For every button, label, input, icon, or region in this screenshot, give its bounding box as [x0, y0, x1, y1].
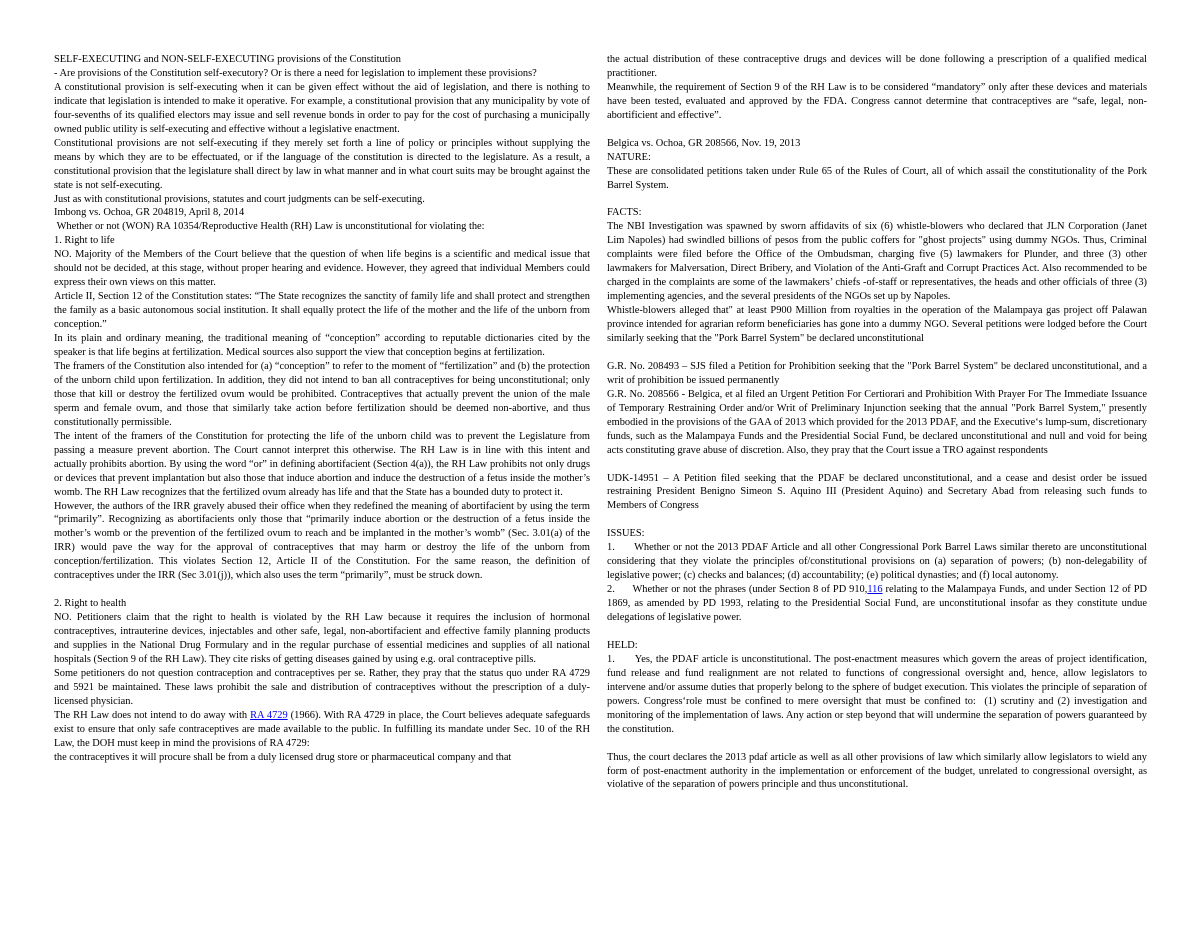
- paragraph: Constitutional provisions are not self-executing if they merely set forth a line of policy or principles without supplying the means by which they are to be effectuated, or if the language of the constitution is directed to the legislature. As a result, a constitutional provision that the legislature shall direct by law in what manner and in what court suits may be brought against the state is not self-executing.: [54, 137, 590, 191]
- paragraph: Thus, the court declares the 2013 pdaf article as well as all other provisions of law which similarly allow legislators to wield any form of post-enactment authority in the implementation or enforcement of the budget, unrelated to congressional oversight, as violative of the separation of powers principle and thus unconstitutional.: [607, 751, 1147, 791]
- paragraph: However, the authors of the IRR gravely abused their office when they redefined the meaning of abortifacient by using the term “primarily”. Recognizing as abortifacients only those that “primarily induce abortion or the destruction of a fetus inside the mother’s womb or the prevention of the fertilized ovum to reach and be implanted in the mother’s womb” (Sec. 3.01(a) of the IRR) would pave the way for the approval of contraceptives that may harm or destroy the life of the unborn from conception/fertilization. This violates Section 12, Article II of the Constitution. For the same reason, the definition of contraceptives under the IRR (Sec 3.01(j)), which also uses the term “primarily”, must be struck down.: [54, 500, 590, 582]
- spacer: [607, 193, 1147, 207]
- paragraph: Meanwhile, the requirement of Section 9 of the RH Law is to be considered “mandatory” only after these devices and materials have been tested, evaluated and approved by the FDA. Congress cannot determine that contraceptives are “safe, legal, non-abortificient and effective”.: [607, 81, 1147, 121]
- paragraph: NO. Petitioners claim that the right to health is violated by the RH Law because it requires the inclusion of hormonal contraceptives, intrauterine devices, injectables and other safe, legal, non-abortifacient and effective family planning products and supplies in the National Drug Formulary and in the regular purchase of essential medicines and supplies of all national hospitals (Section 9 of the RH Law). They cite risks of getting diseases gained by using e.g. oral contraceptive pills.: [54, 612, 590, 665]
- numbered-item: 1. Right to life: [54, 235, 115, 247]
- case-title: Belgica vs. Ochoa, GR 208566, Nov. 19, 2013: [607, 137, 801, 149]
- paragraph: These are consolidated petitions taken under Rule 65 of the Rules of Court, all of which assail the constitutionality of the Pork Barrel System.: [607, 165, 1147, 191]
- paragraph: A constitutional provision is self-executing when it can be given effect without the aid of legislation, and there is nothing to indicate that legislation is intended to make it operative. For example, a constitutional provision that any municipality by vote of four-sevenths of its qualified electors may issue and sell revenue bonds in order to pay for the cost of purchasing a municipally owned public utility is self-executing and effective without a legislative enactment.: [54, 81, 590, 135]
- numbered-item: 2. Right to health: [54, 598, 127, 610]
- section-label: HELD:: [607, 639, 638, 651]
- text-span: 2. Whether or not the phrases (under Section 8 of PD 910,: [607, 584, 868, 596]
- spacer: [607, 737, 1147, 751]
- held-item: 1. Yes, the PDAF article is unconstitutional. The post-enactment measures which govern the areas of project identification, fund release and fund realignment are not related to functions of congressional oversight and, hence, allow legislators to intervene and/or assume duties that properly belong to the sphere of budget execution. This violates the principle of separation of powers. Congress‘role must be confined to mere oversight that must be confined to: (1) scrutiny and (2) investigation and monitoring of the implementation of laws. Any action or step beyond that will undermine the separation of powers guaranteed by the constitution.: [607, 653, 1150, 735]
- paragraph: the actual distribution of these contraceptive drugs and devices will be done following a prescription of a qualified medical practitioner.: [607, 54, 1147, 79]
- paragraph: G.R. No. 208493 – SJS filed a Petition for Prohibition seeking that the "Pork Barrel System" be declared unconstitutional, and a writ of prohibition be issued permanently: [607, 360, 1147, 386]
- spacer: [607, 346, 1147, 360]
- spacer: [607, 123, 1147, 137]
- question-text: - Are provisions of the Constitution self-executory? Or is there a need for legislation to implement these provisions?: [54, 67, 537, 79]
- paragraph: Just as with constitutional provisions, statutes and court judgments can be self-executing.: [54, 193, 425, 205]
- paragraph: G.R. No. 208566 - Belgica, et al filed an Urgent Petition For Certiorari and Prohibition With Prayer For The Immediate Issuance of Temporary Restraining Order and/or Writ of Preliminary Injunction seeking that the annual "Pork Barrel System," presently embodied in the provisions of the GAA of 2013 which provided for the 2013 PDAF, and the Executive‘s lump-sum, discretionary funds, such as the Malampaya Funds and the Presidential Social Fund, be declared unconstitutional and null and void for being acts constituting grave abuse of discretion. Also, they pray that the Court issue a TRO against respondents: [607, 388, 1147, 456]
- paragraph: The framers of the Constitution also intended for (a) “conception” to refer to the moment of “fertilization” and (b) the protection of the unborn child upon fertilization. In addition, they did not intend to ban all contraceptives for being unconstitutional; only those that kill or destroy the fertilized ovum would be prohibited. Contraceptives that actually prevent the union of the male sperm and female ovum, and those that similarly take action before fertilization should be deemed non-abortive, and thus constitutionally permissible.: [54, 360, 590, 428]
- paragraph: The NBI Investigation was spawned by sworn affidavits of six (6) whistle-blowers who declared that JLN Corporation (Janet Lim Napoles) had swindled billions of pesos from the public coffers for "ghost projects" using dummy NGOs. Thus, Criminal complaints were filed before the Office of the Ombudsman, charging five (5) lawmakers for Plunder, and three (3) other lawmakers for Malversation, Direct Bribery, and Violation of the Anti-Graft and Corrupt Practices Act. Also recommended to be charged in the complaints are some of the lawmakers’ chiefs -of-staff or representatives, the heads and other officials of three (3) implementing agencies, and the several presidents of the NGOs set up by Napoles.: [607, 221, 1147, 303]
- left-column: [54, 53, 590, 765]
- paragraph: Whistle-blowers alleged that" at least P900 Million from royalties in the operation of the Malampaya gas project off Palawan province intended for agrarian reform beneficiaries has gone into a dummy NGO. Several petitions were lodged before the Court similarly seeking that the "Pork Barrel System" be declared unconstitutional: [607, 305, 1147, 345]
- paragraph: the contraceptives it will procure shall be from a duly licensed drug store or pharmaceutical company and that: [54, 751, 512, 763]
- issue-item: 1. Whether or not the 2013 PDAF Article and all other Congressional Pork Barrel Laws similar thereto are unconstitutional considering that they violate the principles of/constitutional provisions on (a) separation of powers; (b) non-delegability of legislative power; (c) checks and balances; (d) accountability; (e) political dynasties; and (f) local autonomy.: [607, 542, 1150, 582]
- paragraph: UDK-14951 – A Petition filed seeking that the PDAF be declared unconstitutional, and a cease and desist order be issued restraining President Benigno Simeon S. Aquino III (President Aquino) and Secretary Abad from releasing such funds to Members of Congress: [607, 472, 1147, 512]
- text-span: The RH Law does not intend to do away with: [54, 709, 251, 721]
- paragraph: NO. Majority of the Members of the Court believe that the question of when life begins is a scientific and medical issue that should not be decided, at this stage, without proper hearing and evidence. However, they agreed that individual Members could express their own views on this matter.: [54, 249, 590, 289]
- text-span: relating to the Malampaya Funds, and under Section 12 of PD 1869, as amended by PD 1993, relating to the Presidential Social Fund, are unconstitutional insofar as they constitute undue delegations of legislative power.: [607, 584, 1150, 624]
- paragraph: The intent of the framers of the Constitution for protecting the life of the unborn child was to prevent the Legislature from passing a measure prevent abortion. The Court cannot interpret this otherwise. The RH Law is in line with this intent and actually prohibits abortion. By using the word “or” in defining abortifacient (Section 4(a)), the RH Law prohibits not only drugs or devices that prevent implantation but also those that induce abortion and induce the destruction of a fetus inside the mother’s womb. The RH Law recognizes that the fertilized ovum already has life and that the State has a bounded duty to protect it.: [54, 430, 590, 498]
- spacer: [607, 458, 1147, 472]
- section-label: NATURE:: [607, 151, 651, 163]
- spacer: [607, 513, 1147, 527]
- issue-item-with-link: [607, 583, 1150, 625]
- spacer: [54, 583, 590, 597]
- paragraph-with-link: [54, 709, 590, 751]
- paragraph: In its plain and ordinary meaning, the traditional meaning of “conception” according to reputable dictionaries cited by the speaker is that life begins at fertilization. Medical sources also support the view that conception begins at fertilization.: [54, 333, 590, 359]
- issue-text: Whether or not (WON) RA 10354/Reproductive Health (RH) Law is unconstitutional for violating the:: [54, 221, 485, 233]
- ra-4729-link[interactable]: RA 4729: [250, 709, 288, 721]
- section-heading: SELF-EXECUTING and NON-SELF-EXECUTING provisions of the Constitution: [54, 54, 401, 65]
- right-column: [607, 53, 1150, 792]
- footnote-116-link[interactable]: 116: [867, 584, 883, 596]
- paragraph: Article II, Section 12 of the Constitution states: “The State recognizes the sanctity of family life and shall protect and strengthen the family as a basic autonomous social institution. It shall equally protect the life of the mother and the life of the unborn from conception.”: [54, 291, 590, 331]
- paragraph: Some petitioners do not question contraception and contraceptives per se. Rather, they pray that the status quo under RA 4729 and 5921 be maintained. These laws prohibit the sale and distribution of contraceptives without the prescription of a duly-licensed physician.: [54, 667, 590, 707]
- section-label: ISSUES:: [607, 528, 645, 540]
- case-title: Imbong vs. Ochoa, GR 204819, April 8, 2014: [54, 207, 245, 219]
- spacer: [607, 625, 1147, 639]
- section-label: FACTS:: [607, 207, 642, 219]
- text-span: (1966). With RA 4729 in place, the Court believes adequate safeguards exist to ensure that only safe contraceptives are made available to the public. In fulfilling its mandate under Sec. 10 of the RH Law, the DOH must keep in mind the provisions of RA 4729:: [54, 709, 590, 749]
